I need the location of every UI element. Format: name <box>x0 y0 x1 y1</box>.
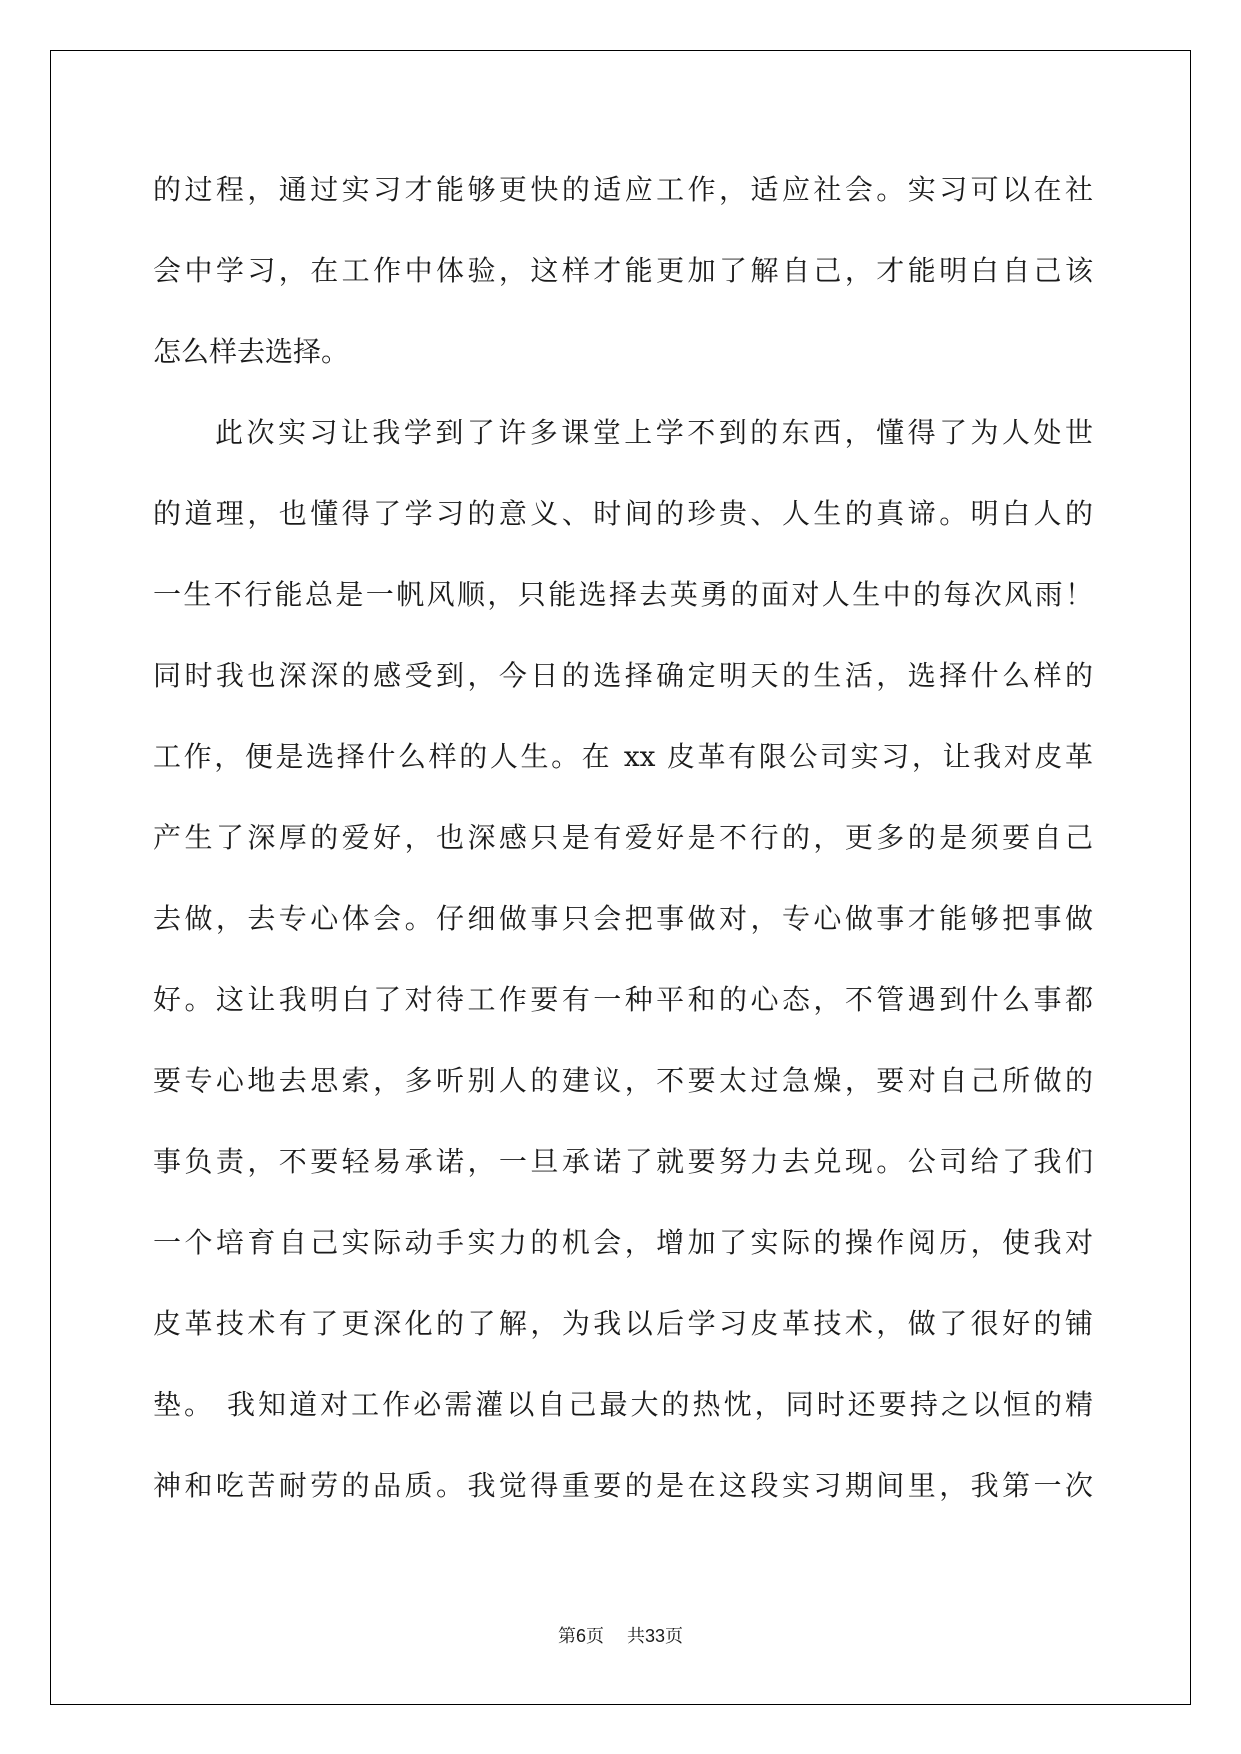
text-line: 去做，去专心体会。仔细做事只会把事做对，专心做事才能够把事做 <box>153 902 1093 935</box>
text-line: 的道理，也懂得了学习的意义、时间的珍贵、人生的真谛。明白人的 <box>153 497 1093 530</box>
page-border <box>50 50 1191 1705</box>
text-line: 神和吃苦耐劳的品质。我觉得重要的是在这段实习期间里，我第一次 <box>153 1469 1093 1502</box>
text-line: 垫。 我知道对工作必需灌以自己最大的热忱，同时还要持之以恒的精 <box>153 1388 1093 1421</box>
text-line: 皮革技术有了更深化的了解，为我以后学习皮革技术，做了很好的铺 <box>153 1307 1093 1340</box>
text-line: 的过程，通过实习才能够更快的适应工作，适应社会。实习可以在社 <box>153 173 1093 206</box>
total-label-suffix: 页 <box>664 1626 683 1647</box>
page-label-prefix: 第 <box>558 1626 577 1647</box>
total-pages: 33 <box>644 1626 665 1646</box>
text-line: 会中学习，在工作中体验，这样才能更加了解自己，才能明白自己该 <box>153 254 1093 287</box>
text-line: 工作，便是选择什么样的人生。在 xx 皮革有限公司实习，让我对皮革 <box>153 740 1093 773</box>
page-label-suffix: 页 <box>586 1626 605 1647</box>
text-line: 事负责，不要轻易承诺，一旦承诺了就要努力去兑现。公司给了我们 <box>153 1145 1093 1178</box>
text-line: 怎么样去选择。 <box>153 335 350 368</box>
text-line: 一个培育自己实际动手实力的机会，增加了实际的操作阅历，使我对 <box>153 1226 1093 1259</box>
page-number: 6 <box>576 1626 587 1646</box>
total-label-prefix: 共 <box>626 1626 645 1647</box>
text-line: 好。这让我明白了对待工作要有一种平和的心态，不管遇到什么事都 <box>153 983 1093 1016</box>
text-line: 同时我也深深的感受到，今日的选择确定明天的生活，选择什么样的 <box>153 659 1093 692</box>
text-line: 产生了深厚的爱好，也深感只是有爱好是不行的，更多的是须要自己 <box>153 821 1093 854</box>
page-footer <box>0 1622 1241 1648</box>
text-line: 此次实习让我学到了许多课堂上学不到的东西，懂得了为人处世 <box>215 416 1093 449</box>
text-line: 一生不行能总是一帆风顺，只能选择去英勇的面对人生中的每次风雨！ <box>153 578 1093 611</box>
text-line: 要专心地去思索，多听别人的建议，不要太过急燥，要对自己所做的 <box>153 1064 1093 1097</box>
